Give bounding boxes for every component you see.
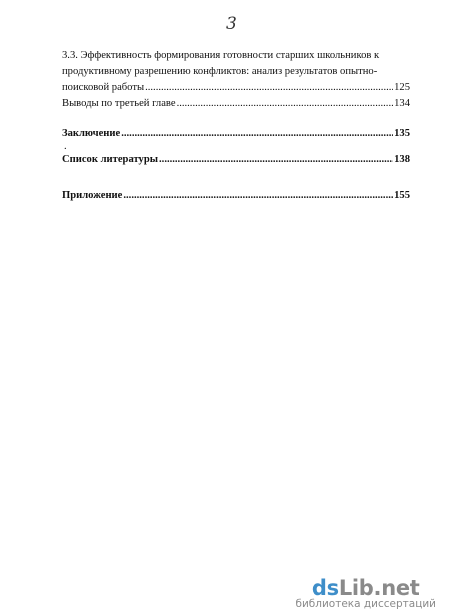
toc-leader-dots xyxy=(121,126,393,142)
toc-entry-3-3-line1: 3.3. Эффективность формирования готовности старших школьников к xyxy=(62,50,380,61)
toc-entry-3-3-page: 125 xyxy=(394,82,410,93)
table-of-contents xyxy=(62,48,410,204)
toc-entry-conclusion-page: 135 xyxy=(394,128,410,139)
watermark-logo-ds: ds xyxy=(311,576,339,600)
watermark xyxy=(295,576,436,610)
toc-entry-3-3 xyxy=(62,80,410,96)
toc-entry-3-3-line2: продуктивному разрешению конфликтов: анализ результатов опытно- xyxy=(62,66,378,77)
watermark-logo xyxy=(295,576,436,600)
toc-entry-conclusions-ch3 xyxy=(62,96,410,112)
toc-entry-appendix-title: Приложение xyxy=(62,190,123,201)
toc-leader-dots xyxy=(177,96,394,112)
toc-leader-dots xyxy=(123,188,393,204)
stray-dot: . xyxy=(64,141,67,152)
toc-entry-3-3-line3: поисковой работы xyxy=(62,82,145,93)
toc-entry-references-title: Список литературы xyxy=(62,154,159,165)
watermark-subtitle: библиотека диссертаций xyxy=(295,598,436,610)
toc-entry-references xyxy=(62,152,410,168)
toc-entry-conclusions-ch3-page: 134 xyxy=(394,98,410,109)
page-number: 3 xyxy=(226,14,237,34)
toc-leader-dots xyxy=(145,80,393,96)
toc-entry-conclusion xyxy=(62,126,410,142)
toc-entry-conclusion-title: Заключение xyxy=(62,128,121,139)
toc-entry-references-page: 138 xyxy=(394,154,410,165)
toc-leader-dots xyxy=(159,152,393,168)
watermark-logo-lib: Lib.net xyxy=(338,576,420,600)
toc-entry-conclusions-ch3-title: Выводы по третьей главе xyxy=(62,98,176,109)
toc-entry-appendix xyxy=(62,188,410,204)
toc-entry-appendix-page: 155 xyxy=(394,190,410,201)
